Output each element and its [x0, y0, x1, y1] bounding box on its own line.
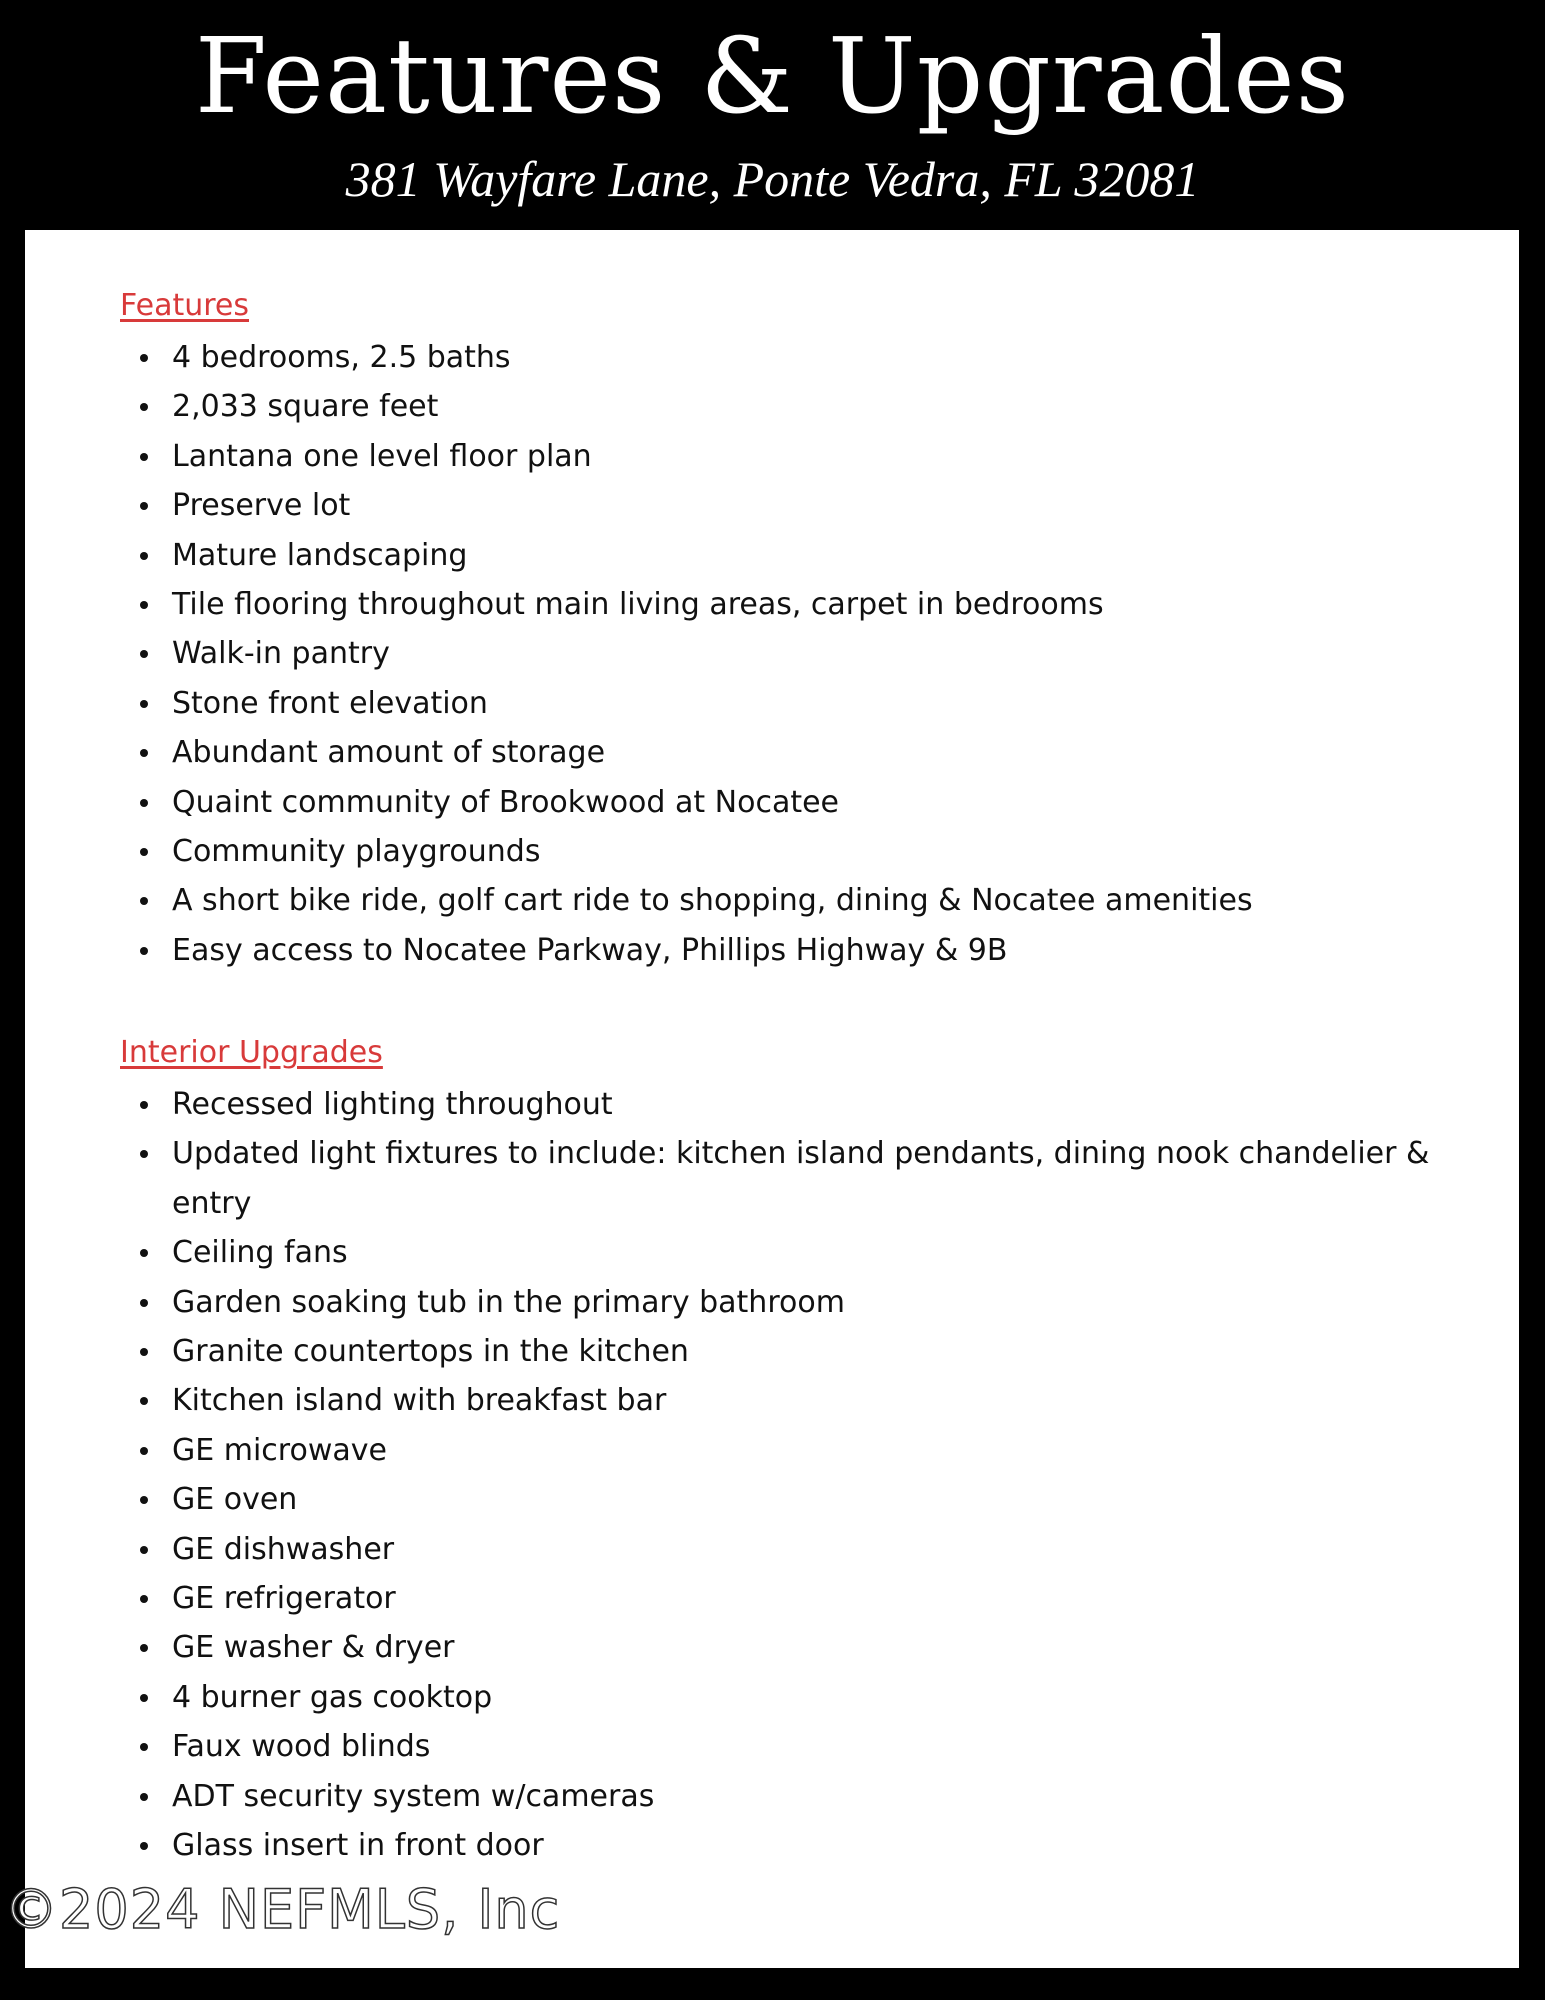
list-item: Easy access to Nocatee Parkway, Phillips Highway & 9B [120, 926, 1460, 975]
list-item: Recessed lighting throughout [120, 1080, 1460, 1129]
list-item: GE refrigerator [120, 1574, 1460, 1623]
list-item: Quaint community of Brookwood at Nocatee [120, 778, 1460, 827]
list-item: GE oven [120, 1475, 1460, 1524]
list-item: Ceiling fans [120, 1228, 1460, 1277]
list-item: GE dishwasher [120, 1525, 1460, 1574]
list-item: 4 burner gas cooktop [120, 1673, 1460, 1722]
copyright-watermark: ©2024 NEFMLS, Inc [4, 1878, 561, 1941]
list-item: Preserve lot [120, 481, 1460, 530]
list-item: Lantana one level floor plan [120, 432, 1460, 481]
list-item: Tile flooring throughout main living areas, carpet in bedrooms [120, 580, 1460, 629]
list-item: 4 bedrooms, 2.5 baths [120, 333, 1460, 382]
list-item: Walk-in pantry [120, 629, 1460, 678]
list-item: ADT security system w/cameras [120, 1772, 1460, 1821]
page-header [0, 0, 1545, 230]
property-address: 381 Wayfare Lane, Ponte Vedra, FL 32081 [345, 151, 1200, 207]
list-item: A short bike ride, golf cart ride to shopping, dining & Nocatee amenities [120, 876, 1460, 925]
list-item: Glass insert in front door [120, 1821, 1460, 1870]
list-item: Faux wood blinds [120, 1722, 1460, 1771]
page-title: Features & Upgrades [194, 15, 1351, 137]
list-item: Kitchen island with breakfast bar [120, 1376, 1460, 1425]
features-heading: Features [120, 288, 249, 323]
content-panel [25, 230, 1519, 1968]
interior-upgrades-heading: Interior Upgrades [120, 1035, 383, 1070]
list-item: Granite countertops in the kitchen [120, 1327, 1460, 1376]
list-item: 2,033 square feet [120, 382, 1460, 431]
list-item: Abundant amount of storage [120, 728, 1460, 777]
features-list [120, 333, 1460, 975]
list-item: Stone front elevation [120, 679, 1460, 728]
list-item: GE washer & dryer [120, 1623, 1460, 1672]
list-item: Mature landscaping [120, 531, 1460, 580]
list-item: Community playgrounds [120, 827, 1460, 876]
list-item: Garden soaking tub in the primary bathroom [120, 1278, 1460, 1327]
list-item: Updated light fixtures to include: kitchen island pendants, dining nook chandelier & entry [120, 1129, 1460, 1228]
list-item: GE microwave [120, 1426, 1460, 1475]
interior-upgrades-list [120, 1080, 1460, 1871]
